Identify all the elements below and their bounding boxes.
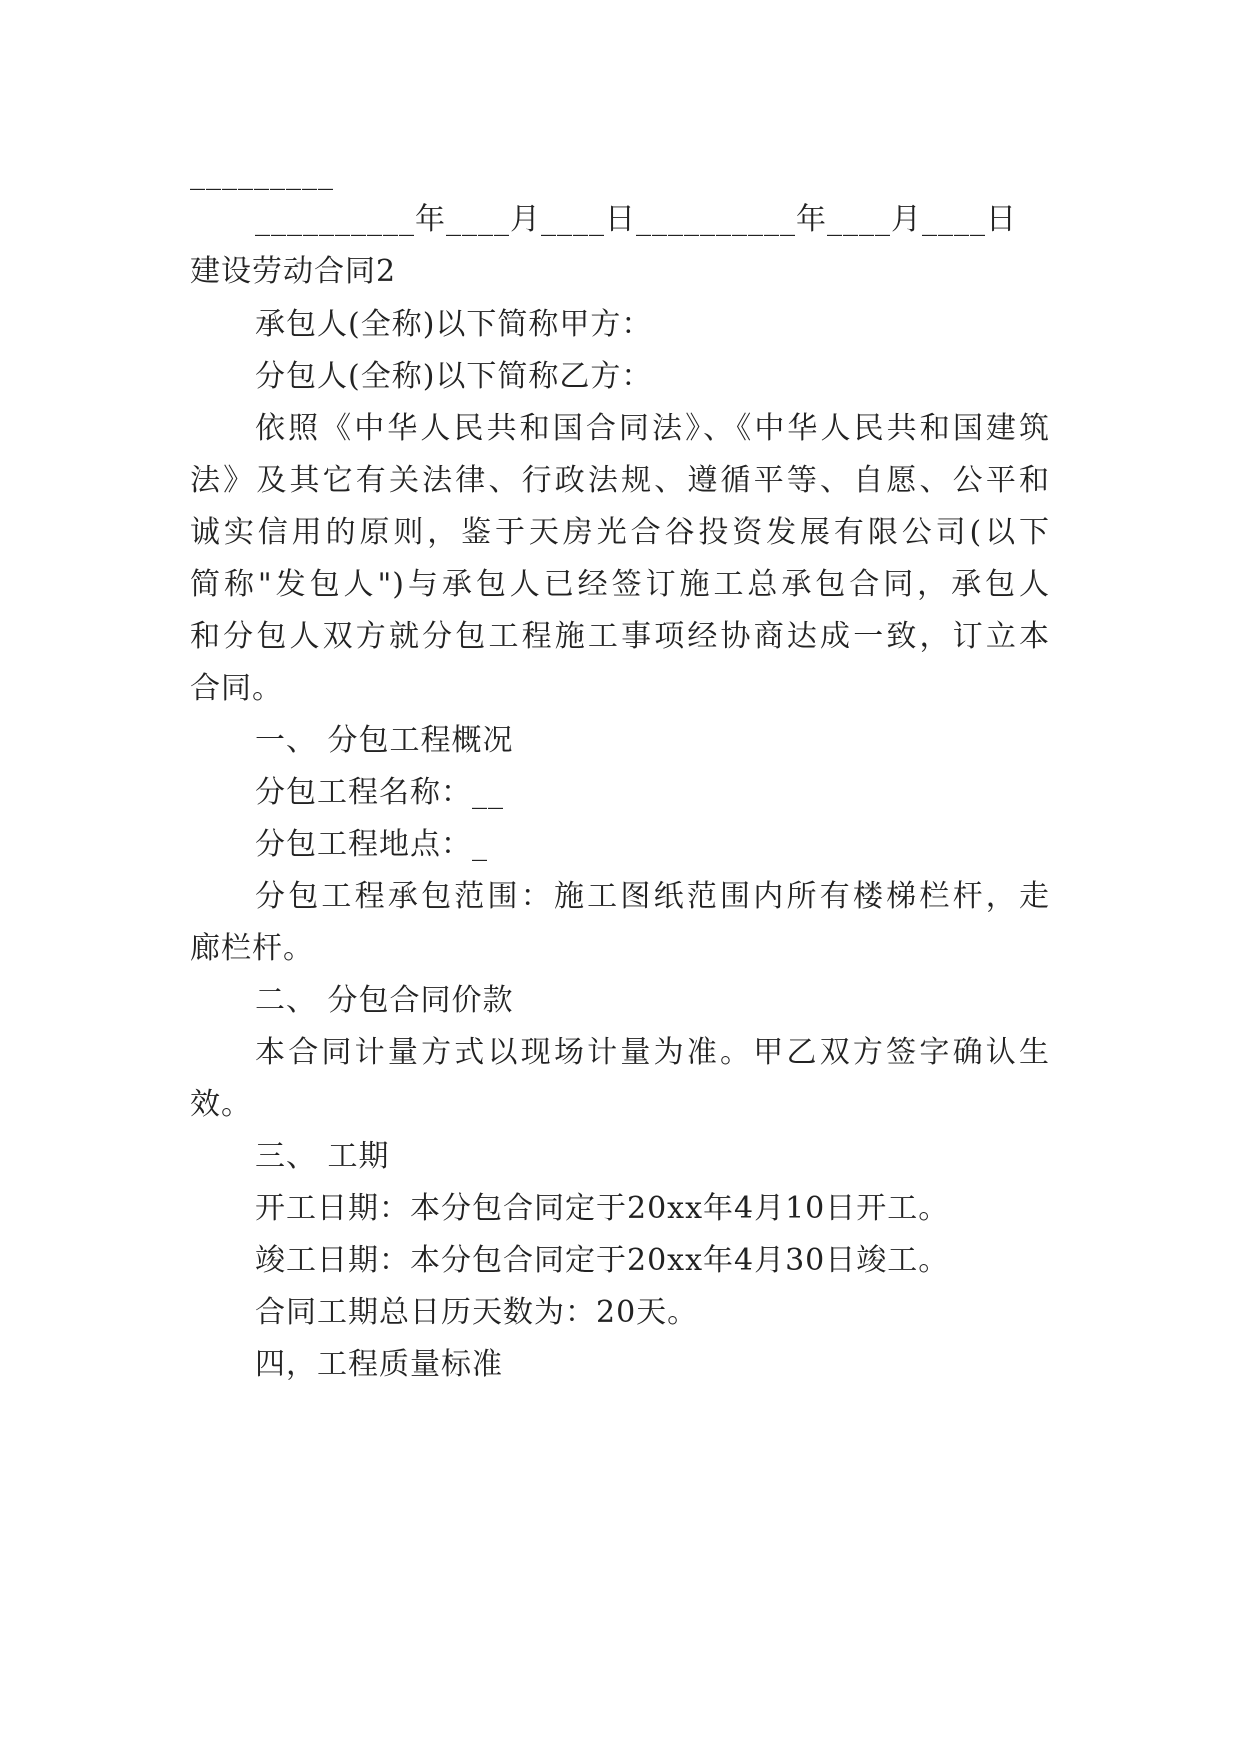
party-b-line: 分包人(全称)以下简称乙方： [255, 359, 653, 394]
section-2-heading: 二、 分包合同价款 [255, 983, 514, 1018]
price-line-1: 本合同计量方式以现场计量为准。甲乙双方签字确认生 [255, 1035, 1050, 1070]
date-blank-line: __________年____月____日__________年____月____日 [255, 202, 1017, 237]
total-days-line: 合同工期总日历天数为：20天。 [255, 1295, 699, 1330]
section-4-heading: 四，工程质量标准 [255, 1347, 503, 1382]
document-page [190, 0, 1050, 1754]
preamble-line-4: 简称"发包人")与承包人已经签订施工总承包合同，承包人 [190, 567, 1050, 602]
preamble-line-5: 和分包人双方就分包工程施工事项经协商达成一致，订立本 [190, 619, 1050, 654]
section-3-heading: 三、 工期 [255, 1139, 390, 1174]
contract-title: 建设劳动合同2 [190, 254, 397, 289]
preamble-line-2: 法》及其它有关法律、行政法规、遵循平等、自愿、公平和 [190, 463, 1050, 498]
project-scope-line-2: 廊栏杆。 [190, 931, 314, 966]
project-scope-line-1: 分包工程承包范围：施工图纸范围内所有楼梯栏杆，走 [255, 879, 1050, 914]
preamble-line-1: 依照《中华人民共和国合同法》、《中华人民共和国建筑 [255, 411, 1050, 446]
start-date-line: 开工日期：本分包合同定于20xx年4月10日开工。 [255, 1191, 950, 1226]
signature-blank-line: _________ [190, 156, 334, 191]
completion-date-line: 竣工日期：本分包合同定于20xx年4月30日竣工。 [255, 1243, 950, 1278]
section-1-heading: 一、 分包工程概况 [255, 723, 514, 758]
preamble-line-6: 合同。 [190, 671, 283, 706]
project-name-line: 分包工程名称：__ [255, 775, 504, 810]
project-location-line: 分包工程地点：_ [255, 827, 488, 862]
preamble-line-3: 诚实信用的原则，鉴于天房光合谷投资发展有限公司(以下 [190, 515, 1050, 550]
price-line-2: 效。 [190, 1087, 252, 1122]
party-a-line: 承包人(全称)以下简称甲方： [255, 307, 653, 342]
